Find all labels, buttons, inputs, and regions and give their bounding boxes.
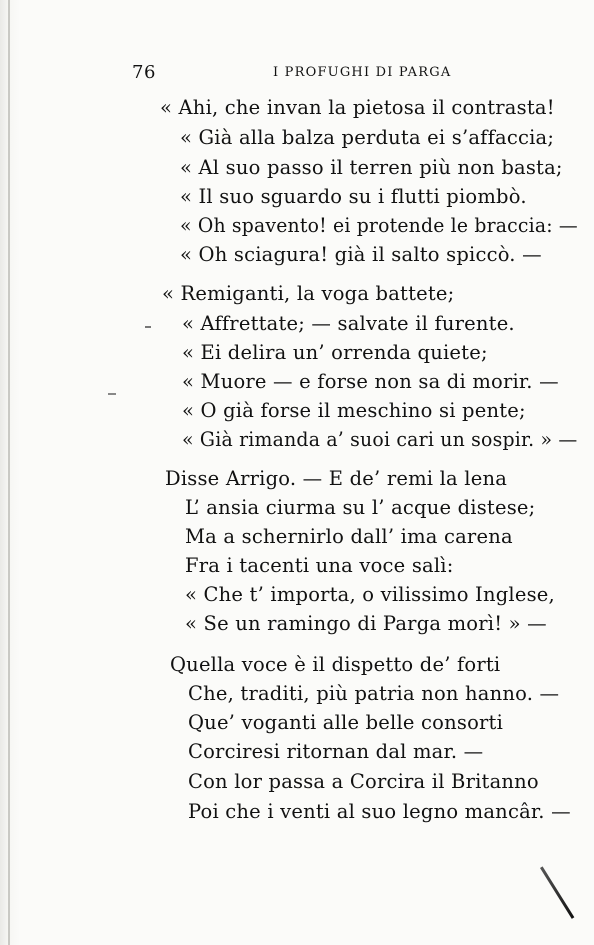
- verse-line: « Ei delira un’ orrenda quiete;: [182, 341, 488, 364]
- verse-line: L’ ansia ciurma su l’ acque distese;: [185, 496, 536, 519]
- page-number: 76: [132, 62, 156, 83]
- running-title: I PROFUGHI DI PARGA: [273, 65, 452, 80]
- page-header: [0, 62, 594, 86]
- verse-line: « Che t’ importa, o vilissimo Inglese,: [185, 583, 555, 606]
- verse-line: Ma a schernirlo dall’ ima carena: [185, 525, 513, 548]
- page-corner-mark: [540, 866, 574, 918]
- verse-line: « Oh sciagura! già il salto spiccò. —: [180, 243, 542, 266]
- verse-line: « Ahi, che invan la pietosa il contrasta!: [160, 96, 555, 119]
- verse-line: « Muore — e forse non sa di morir. —: [182, 370, 559, 393]
- verse-line: Poi che i venti al suo legno mancâr. —: [188, 800, 571, 823]
- verse-line: « Il suo sguardo su i flutti piombò.: [180, 185, 527, 208]
- verse-line: Che, traditi, più patria non hanno. —: [188, 682, 560, 705]
- verse-line: Quella voce è il dispetto de’ forti: [170, 653, 501, 676]
- page-left-edge-line: [8, 0, 10, 945]
- verse-line: Disse Arrigo. — E de’ remi la lena: [165, 467, 508, 490]
- print-speck: [108, 393, 116, 395]
- verse-line: « Al suo passo il terren più non basta;: [180, 156, 563, 179]
- page-gutter-shadow: [0, 0, 20, 945]
- verse-line: « Se un ramingo di Parga morì! » —: [185, 612, 547, 635]
- print-speck: [145, 326, 151, 328]
- verse-line: « Remiganti, la voga battete;: [162, 282, 455, 305]
- verse-line: Que’ voganti alle belle consorti: [188, 711, 504, 734]
- verse-line: « Affrettate; — salvate il furente.: [182, 312, 515, 335]
- verse-line: « Già rimanda a’ suoi cari un sospir. » —: [182, 428, 578, 451]
- verse-line: « Oh spavento! ei protende le braccia: —: [180, 214, 578, 237]
- verse-line: « Già alla balza perduta ei s’affaccia;: [180, 126, 555, 149]
- verse-line: Fra i tacenti una voce salì:: [185, 554, 454, 577]
- verse-line: « O già forse il meschino si pente;: [182, 399, 526, 422]
- verse-line: Corciresi ritornan dal mar. —: [188, 740, 484, 763]
- verse-line: Con lor passa a Corcira il Britanno: [188, 770, 539, 793]
